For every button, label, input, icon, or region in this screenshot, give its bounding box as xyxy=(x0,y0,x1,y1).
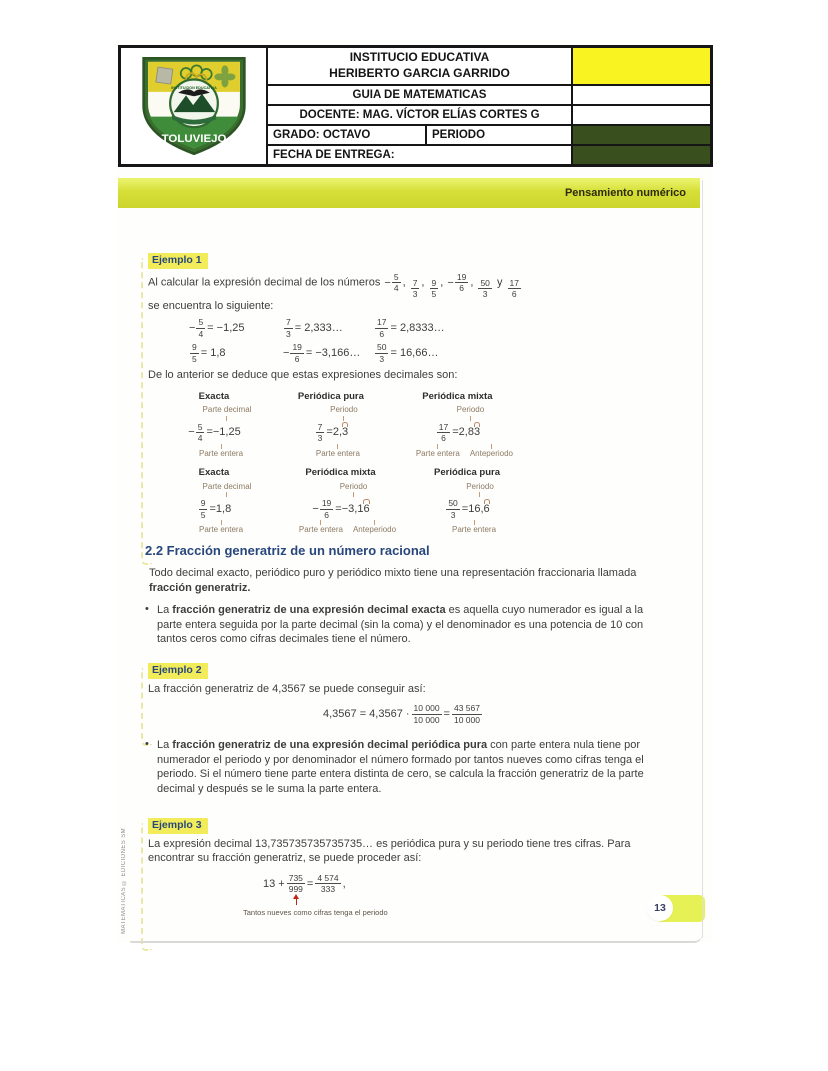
fraction-separator: , xyxy=(470,276,477,289)
value-digits: 25 xyxy=(228,426,241,439)
diagram-bottom-label xyxy=(199,520,243,536)
period-label: PERIODO xyxy=(432,129,486,141)
equation-result: = 2,8333… xyxy=(390,321,445,334)
fraction-body xyxy=(437,423,450,443)
fraction-separator: , xyxy=(440,276,447,289)
diagram-top-label-group xyxy=(203,482,252,498)
period-digit: 3 xyxy=(473,426,481,439)
strand-banner-label: Pensamiento numérico xyxy=(564,187,686,199)
bottom-label-text: Parte entera xyxy=(315,448,360,458)
diagram-bottom-label xyxy=(316,444,360,460)
example3-label: Ejemplo 3 xyxy=(148,818,208,834)
fraction-denominator: 3 xyxy=(412,289,418,300)
fraction-denominator: 10 000 xyxy=(413,714,440,725)
fraction-denominator: 5 xyxy=(200,509,206,520)
example3-block xyxy=(148,818,660,918)
equation-text: 13 + xyxy=(263,877,285,890)
fraction xyxy=(447,273,469,293)
publisher-sidebar-text: MATEMATICAS © EDICIONES SM xyxy=(121,828,127,934)
fraction-denominator: 5 xyxy=(431,289,437,300)
diagram-entry xyxy=(402,391,513,460)
fraction xyxy=(283,318,294,338)
equation-result: = 1,8 xyxy=(200,346,226,359)
value-digits: 1 xyxy=(357,503,364,516)
minus-sign: − xyxy=(188,426,195,439)
fraction-denominator: 3 xyxy=(450,509,456,520)
page-edge-bottom xyxy=(130,935,702,943)
value-digits: 8 xyxy=(225,503,232,516)
fraction xyxy=(188,423,205,443)
fraction-body xyxy=(508,279,521,299)
fraction-body xyxy=(190,343,199,363)
text-run: es aquella cuyo numerador es igual a la parte entera seguida por la parte decimal (sin la coma) y el denominador es una potencia de 10 con tantos ceros como cifras decimales tiene el número. xyxy=(157,604,644,646)
fraction-denominator: 6 xyxy=(379,328,385,339)
fraction-denominator: 3 xyxy=(286,328,291,339)
minus-sign: − xyxy=(312,503,319,516)
intro-suffix: se encuentra lo siguiente: xyxy=(148,299,274,312)
diagram-heading: Periódica mixta xyxy=(422,390,493,402)
text-run: La xyxy=(157,739,173,751)
value-digits: 2, xyxy=(332,426,343,439)
section-title: 2.2 Fracción generatriz de un número racional xyxy=(145,543,430,558)
guide-title-cell: GUIA DE MATEMATICAS xyxy=(267,85,572,105)
empty-cell-2 xyxy=(572,105,711,125)
fraction xyxy=(411,704,443,724)
diagram-bottom-label xyxy=(470,444,513,460)
diagram-equation xyxy=(311,499,369,519)
fraction xyxy=(410,279,421,299)
fraction-denominator: 10 000 xyxy=(453,714,480,725)
green-fill-cell-2 xyxy=(572,145,711,165)
diagram-heading: Exacta xyxy=(198,467,230,479)
diagram-equation xyxy=(187,423,240,443)
equation xyxy=(188,318,282,338)
fraction xyxy=(312,499,334,519)
yellow-fill-cell xyxy=(572,47,711,85)
equation-text: 4,3567 = 4,3567 · xyxy=(323,708,410,721)
decimal-value xyxy=(213,425,241,440)
fraction-numerator: 5 xyxy=(197,421,203,432)
school-name-cell xyxy=(267,47,572,85)
value-digits: 2, xyxy=(458,426,468,439)
equation-result: = −1,25 xyxy=(207,321,245,334)
value-digits: −3, xyxy=(341,503,358,516)
diagram-heading: Periódica pura xyxy=(434,467,500,479)
diagram-bottom-labels xyxy=(416,444,513,460)
connector-tick xyxy=(226,492,227,497)
text-run: Todo decimal exacto, periódico puro y periódico mixto tiene una representación fraccionaria llamada xyxy=(149,567,637,579)
example3-annotation: Tantos nueves como cifras tenga el periodo xyxy=(243,907,388,917)
fraction-numerator: 17 xyxy=(509,277,519,288)
fraction-separator: y xyxy=(493,276,506,289)
diagram-top-label: Periodo xyxy=(466,481,494,491)
page-number-badge xyxy=(656,895,705,922)
fraction-denominator: 3 xyxy=(482,289,488,300)
minus-sign: − xyxy=(189,321,196,334)
fraction-body xyxy=(196,423,205,443)
fraction-denominator: 4 xyxy=(393,283,399,294)
diagram-top-label-group xyxy=(466,482,494,498)
text-run: La xyxy=(157,604,173,617)
fraction-denominator: 6 xyxy=(294,353,300,364)
fraction-numerator: 5 xyxy=(393,271,399,282)
fraction-denominator: 3 xyxy=(379,353,385,364)
equals-sign: = xyxy=(209,503,216,516)
fraction-numerator: 7 xyxy=(317,421,323,432)
diagram-bottom-labels xyxy=(199,520,243,536)
fraction-numerator: 7 xyxy=(286,317,291,328)
equation xyxy=(282,318,373,338)
diagram-top-label: Parte decimal xyxy=(202,405,252,415)
fraction-denominator: 6 xyxy=(324,509,329,520)
diagram-top-label: Periodo xyxy=(456,405,485,415)
equals-sign: = xyxy=(335,503,342,516)
example2-label: Ejemplo 2 xyxy=(148,663,208,679)
decimal-value xyxy=(333,425,348,440)
example1-equations xyxy=(148,318,660,363)
fraction-body xyxy=(316,423,325,443)
diagram-bottom-labels xyxy=(452,520,496,536)
fraction xyxy=(477,279,492,299)
teacher-cell: DOCENTE: MAG. VÍCTOR ELÍAS CORTES G xyxy=(267,105,572,125)
fraction-denominator: 999 xyxy=(288,884,303,895)
value-digits: −1, xyxy=(212,426,229,439)
diagram-bottom-label xyxy=(416,444,460,460)
bullet2-block xyxy=(145,738,660,796)
fraction-numerator: 10 000 xyxy=(413,703,440,714)
fraction-body xyxy=(315,874,340,894)
decimal-value xyxy=(459,425,480,440)
fraction xyxy=(384,273,401,293)
diagram-bottom-label xyxy=(452,520,496,536)
grade-label: GRADO: OCTAVO xyxy=(268,126,427,144)
value-digits: 1, xyxy=(215,503,226,516)
text-run: con parte entera nula tiene por numerador el periodo y por denominador el número formado por tantos nueves como cifras tenga el periodo. Si el número tiene parte entera distinta de cero, se calcula la fracción generatriz de la parte decimal y después se le suma la parte entera. xyxy=(157,739,644,795)
equation-row xyxy=(188,318,660,338)
bold-term: fracción generatriz de una expresión decimal periódica pura xyxy=(172,739,488,751)
fraction-denominator: 4 xyxy=(198,328,204,339)
fraction-numerator: 735 xyxy=(288,872,303,883)
diagram-equation xyxy=(197,499,231,519)
fraction-numerator: 9 xyxy=(431,277,437,288)
green-fill-cell-1 xyxy=(572,125,711,145)
bullet-dot: • xyxy=(145,603,149,616)
fraction-body xyxy=(412,704,442,724)
example2-equation xyxy=(323,704,660,724)
fraction xyxy=(436,423,451,443)
section-intro-paragraph xyxy=(149,566,660,595)
fraction-numerator: 19 xyxy=(321,498,332,509)
example3-equation xyxy=(263,874,660,894)
equation-text: = xyxy=(443,708,450,721)
school-logo xyxy=(120,47,267,165)
diagram-top-label-group xyxy=(457,405,485,421)
period-digit: 3 xyxy=(342,426,349,439)
diagram-bottom-labels xyxy=(316,444,360,460)
diagram-entry xyxy=(168,467,260,536)
equals-sign: = xyxy=(206,426,213,439)
fraction-numerator: 43 567 xyxy=(453,703,480,714)
fraction xyxy=(451,704,483,724)
school-crest-image xyxy=(133,53,255,159)
fraction-body xyxy=(452,704,482,724)
empty-cell-1 xyxy=(572,85,711,105)
fraction-body xyxy=(290,343,303,363)
diagram-equation xyxy=(435,423,480,443)
diagram-top-label-group xyxy=(340,482,368,498)
fraction xyxy=(315,423,326,443)
equation-row xyxy=(188,343,660,363)
bullet-dot: • xyxy=(145,738,149,750)
bottom-label-text: Parte entera xyxy=(298,525,343,535)
minus-sign: − xyxy=(447,276,454,289)
diagram-row xyxy=(168,467,513,536)
diagram-bottom-labels xyxy=(299,520,396,536)
fraction xyxy=(429,279,440,299)
fraction-numerator: 9 xyxy=(200,498,206,509)
fraction-denominator: 4 xyxy=(197,433,203,444)
diagram-bottom-label xyxy=(299,520,343,536)
fraction-numerator: 5 xyxy=(198,317,204,328)
equals-sign: = xyxy=(326,426,333,439)
connector-tick xyxy=(353,492,354,497)
fraction-body xyxy=(455,273,468,293)
bottom-label-text: Parte entera xyxy=(451,525,497,535)
equation-text: , xyxy=(342,877,346,890)
fraction-body xyxy=(196,318,205,338)
example3-text: La expresión decimal 13,735735735735735… es periódica pura y su periodo tiene tres cifras. Para encontrar su fracción generatriz, se puede proceder así: xyxy=(148,837,631,865)
bottom-label-text: Parte entera xyxy=(198,448,244,458)
diagram-bottom-label xyxy=(199,444,243,460)
equals-sign: = xyxy=(461,503,469,516)
fraction-denominator: 6 xyxy=(441,433,446,444)
diagram-bottom-labels xyxy=(199,444,243,460)
fraction-body xyxy=(284,318,293,338)
page-number: 13 xyxy=(649,897,671,919)
connector-tick xyxy=(226,416,227,421)
diagram-top-label-group xyxy=(203,405,252,421)
fraction xyxy=(286,874,306,894)
page-edge-right xyxy=(702,180,703,938)
equation xyxy=(373,343,438,363)
equals-sign: = xyxy=(452,426,459,439)
diagram-top-label: Parte decimal xyxy=(202,481,252,491)
example1-diagrams xyxy=(148,391,660,536)
decimal-value xyxy=(342,502,370,517)
decimal-value xyxy=(468,502,489,517)
example2-block xyxy=(148,663,660,724)
school-name-line1: INSTITUCIO EDUCATIVA xyxy=(349,50,490,65)
equation-result: = 16,66… xyxy=(390,346,439,359)
fraction-numerator: 19 xyxy=(456,271,467,282)
fraction-numerator: 50 xyxy=(377,342,387,353)
section-2-2 xyxy=(145,543,660,647)
fraction xyxy=(374,343,389,363)
scanned-page xyxy=(115,40,712,942)
bold-term: fracción generatriz de una expresión decimal exacta xyxy=(172,604,446,617)
fraction xyxy=(374,318,389,338)
bullet1-paragraph xyxy=(157,603,660,647)
fraction xyxy=(189,318,206,338)
fraction-body xyxy=(430,279,439,299)
school-name-line2: HERIBERTO GARCIA GARRIDO xyxy=(329,66,510,80)
fraction-body xyxy=(320,499,333,519)
bottom-label-text: Parte entera xyxy=(415,448,460,458)
fraction-numerator: 4 574 xyxy=(317,872,339,883)
header-table xyxy=(118,45,713,167)
diagram-equation xyxy=(314,423,348,443)
example1-deduction: De lo anterior se deduce que estas expresiones decimales son: xyxy=(148,369,458,382)
fraction-body xyxy=(375,318,388,338)
fraction-separator: , xyxy=(421,276,428,289)
fraction-body xyxy=(411,279,420,299)
minus-sign: − xyxy=(283,346,290,359)
fraction-numerator: 50 xyxy=(448,498,458,509)
fraction-denominator: 3 xyxy=(317,433,323,444)
fraction xyxy=(507,279,522,299)
example1-intro xyxy=(148,273,660,313)
diagram-equation xyxy=(444,499,489,519)
fraction-denominator: 333 xyxy=(320,884,336,895)
bullet2-row xyxy=(145,738,660,796)
bottom-label-text: Anteperiodo xyxy=(352,525,397,535)
fraction xyxy=(189,343,200,363)
fraction-body xyxy=(446,499,459,519)
connector-tick xyxy=(470,416,471,421)
diagram-heading: Periódica mixta xyxy=(305,467,376,479)
due-date-cell: FECHA DE ENTREGA: xyxy=(267,145,572,165)
intro-prefix: Al calcular la expresión decimal de los números xyxy=(148,276,384,289)
diagram-entry xyxy=(285,467,396,536)
period-digit: 6 xyxy=(483,503,490,516)
equation-text: = xyxy=(306,877,314,890)
crest-banner-text: TOLUVIEJO xyxy=(161,133,226,146)
diagram-entry xyxy=(168,391,260,460)
value-digits: 16, xyxy=(468,503,484,516)
fraction-body xyxy=(392,273,401,293)
fraction-numerator: 9 xyxy=(192,342,197,353)
equation xyxy=(373,318,445,338)
diagram-top-label: Periodo xyxy=(339,481,368,491)
connector-tick xyxy=(343,416,344,421)
decimal-value xyxy=(216,502,231,517)
diagram-heading: Periódica pura xyxy=(297,390,364,402)
bold-term: fracción generatriz. xyxy=(149,581,251,594)
fraction-denominator: 6 xyxy=(511,289,517,300)
fraction xyxy=(314,874,341,894)
fraction-body xyxy=(287,874,305,894)
diagram-bottom-label xyxy=(353,520,396,536)
minus-sign: − xyxy=(384,276,391,289)
bottom-label-text: Anteperiodo xyxy=(469,448,513,458)
crest-square-icon xyxy=(155,67,172,84)
bottom-label-text: Parte entera xyxy=(198,525,244,535)
equation xyxy=(188,343,282,363)
strand-banner xyxy=(118,178,700,208)
fraction-numerator: 50 xyxy=(480,277,490,288)
fraction-body xyxy=(478,279,491,299)
equation-result: = 2,333… xyxy=(294,321,343,334)
fraction-denominator: 6 xyxy=(459,283,464,294)
fraction-body xyxy=(199,499,208,519)
value-digits: 8 xyxy=(467,426,474,439)
fraction-numerator: 17 xyxy=(377,317,387,328)
fraction-numerator: 19 xyxy=(292,342,302,353)
connector-tick xyxy=(479,492,480,497)
fraction xyxy=(445,499,460,519)
bullet2-paragraph xyxy=(157,738,660,796)
example2-text: La fracción generatriz de 4,3567 se puede conseguir así: xyxy=(148,682,426,695)
bullet1-row xyxy=(145,603,660,647)
fraction-separator: , xyxy=(402,276,409,289)
fraction xyxy=(283,343,305,363)
period-digit: 6 xyxy=(363,503,370,516)
fraction-numerator: 17 xyxy=(438,421,449,432)
diagram-top-label-group xyxy=(330,405,358,421)
equation xyxy=(282,343,373,363)
equation-result: = −3,166… xyxy=(305,346,361,359)
fraction xyxy=(198,499,209,519)
crest-arc-text: INSTITUCION EDUCATIVA xyxy=(170,86,217,91)
diagram-row xyxy=(168,391,513,460)
diagram-heading: Exacta xyxy=(198,390,230,402)
example1-block xyxy=(148,253,660,536)
diagram-top-label: Periodo xyxy=(330,405,358,415)
grade-period-cell xyxy=(267,125,572,145)
diagram-entry xyxy=(421,467,513,536)
fraction-denominator: 5 xyxy=(192,353,197,364)
diagram-entry xyxy=(285,391,377,460)
fraction-body xyxy=(375,343,388,363)
example1-label: Ejemplo 1 xyxy=(148,253,208,269)
fraction-numerator: 7 xyxy=(412,277,418,288)
